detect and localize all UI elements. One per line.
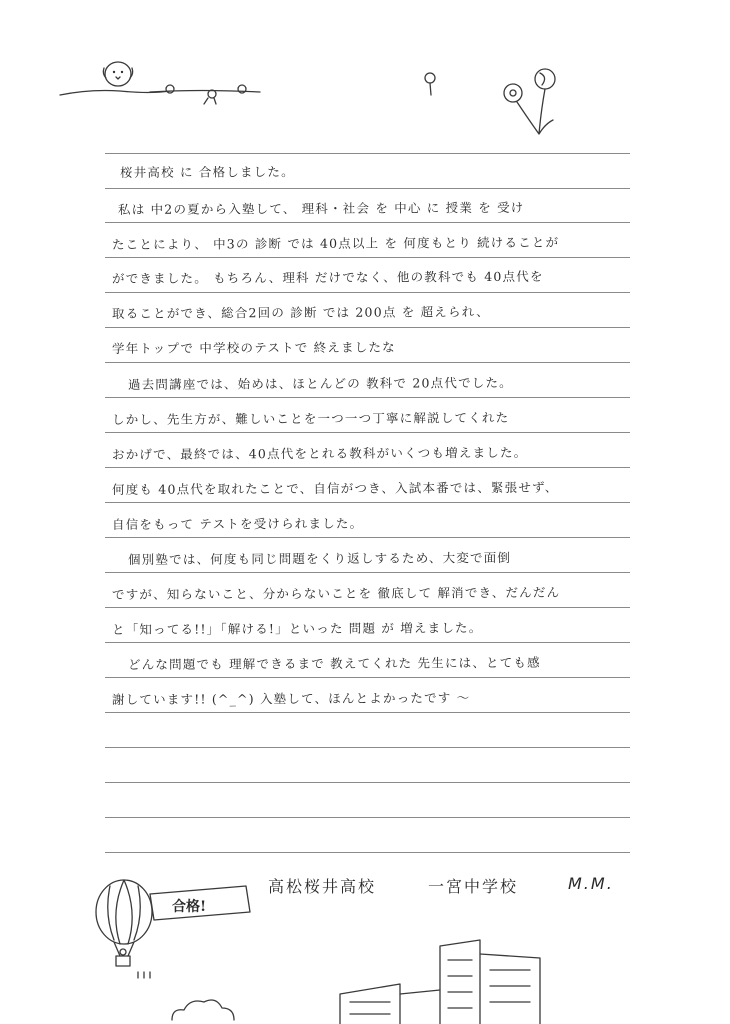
balloon-banner-text: 合格! xyxy=(172,899,207,915)
ruled-line xyxy=(105,257,630,258)
signature-high-school: 高松桜井高校 xyxy=(268,877,377,896)
ruled-line xyxy=(105,852,630,853)
letter-line: ですが、知らないこと、分からないことを 徹底して 解消でき、だんだん xyxy=(111,584,561,602)
letter-line: と「知ってる!!」「解ける!」といった 問題 が 増えました。 xyxy=(111,620,483,637)
letter-line: しかし、先生方が、難しいことを一つ一つ丁寧に解説してくれた xyxy=(111,409,510,427)
letter-line: 取ることができ、総合2回の 診断 では 200点 を 超えられ、 xyxy=(111,304,490,321)
ruled-line xyxy=(105,677,630,678)
letter-line: 桜井高校 に 合格しました。 xyxy=(119,164,295,180)
letter-line: 学年トップで 中学校のテストで 終えましたな xyxy=(111,339,396,356)
ruled-line xyxy=(105,712,630,713)
letter-line: ができました。 もちろん、理科 だけでなく、他の教科でも 40点代を xyxy=(111,268,544,286)
hot-air-balloon-icon xyxy=(88,872,258,987)
letter-line: 私は 中2の夏から入塾して、 理科・社会 を 中心 に 授業 を 受け xyxy=(117,199,525,217)
ruled-line xyxy=(105,747,630,748)
letter-line: どんな問題でも 理解できるまで 教えてくれた 先生には、とても感 xyxy=(127,654,541,672)
letter-line: 自信をもって テストを受けられました。 xyxy=(111,515,364,532)
ruled-line xyxy=(105,362,630,363)
signature-middle-school: 一宮中学校 xyxy=(428,877,519,896)
letter-line: 何度も 40点代を取れたことで、自信がつき、入試本番では、緊張せず、 xyxy=(111,479,559,497)
ruled-line xyxy=(105,153,630,154)
flower-bouquet-icon xyxy=(495,65,565,140)
ruled-line xyxy=(105,292,630,293)
ruled-line xyxy=(105,502,630,503)
flower-row-icon xyxy=(150,80,270,110)
ruled-line xyxy=(105,222,630,223)
school-building-icon xyxy=(340,936,555,1024)
ruled-line xyxy=(105,642,630,643)
ruled-line xyxy=(105,607,630,608)
ruled-line xyxy=(105,537,630,538)
ruled-line xyxy=(105,432,630,433)
letter-line: 個別塾では、何度も同じ問題をくり返しするため、大変で面倒 xyxy=(127,549,512,567)
ruled-line xyxy=(105,327,630,328)
letter-line: たことにより、 中3の 診断 では 40点以上 を 何度もとり 続けることが xyxy=(111,234,560,252)
letter-line: 謝しています!! (^_^) 入塾して、ほんとよかったです ～ xyxy=(111,690,471,707)
ruled-line xyxy=(105,572,630,573)
letter-line: 過去問講座では、始めは、ほとんどの 教科で 20点代でした。 xyxy=(127,374,513,392)
ruled-line xyxy=(105,188,630,189)
ruled-line xyxy=(105,817,630,818)
letter-line: おかげで、最終では、40点代をとれる教科がいくつも増えました。 xyxy=(111,444,528,462)
ruled-line xyxy=(105,467,630,468)
ruled-line xyxy=(105,782,630,783)
cloud-icon xyxy=(168,994,243,1024)
signature-initials: M.M. xyxy=(568,874,614,893)
ruled-line xyxy=(105,397,630,398)
small-flower-icon xyxy=(418,68,442,98)
